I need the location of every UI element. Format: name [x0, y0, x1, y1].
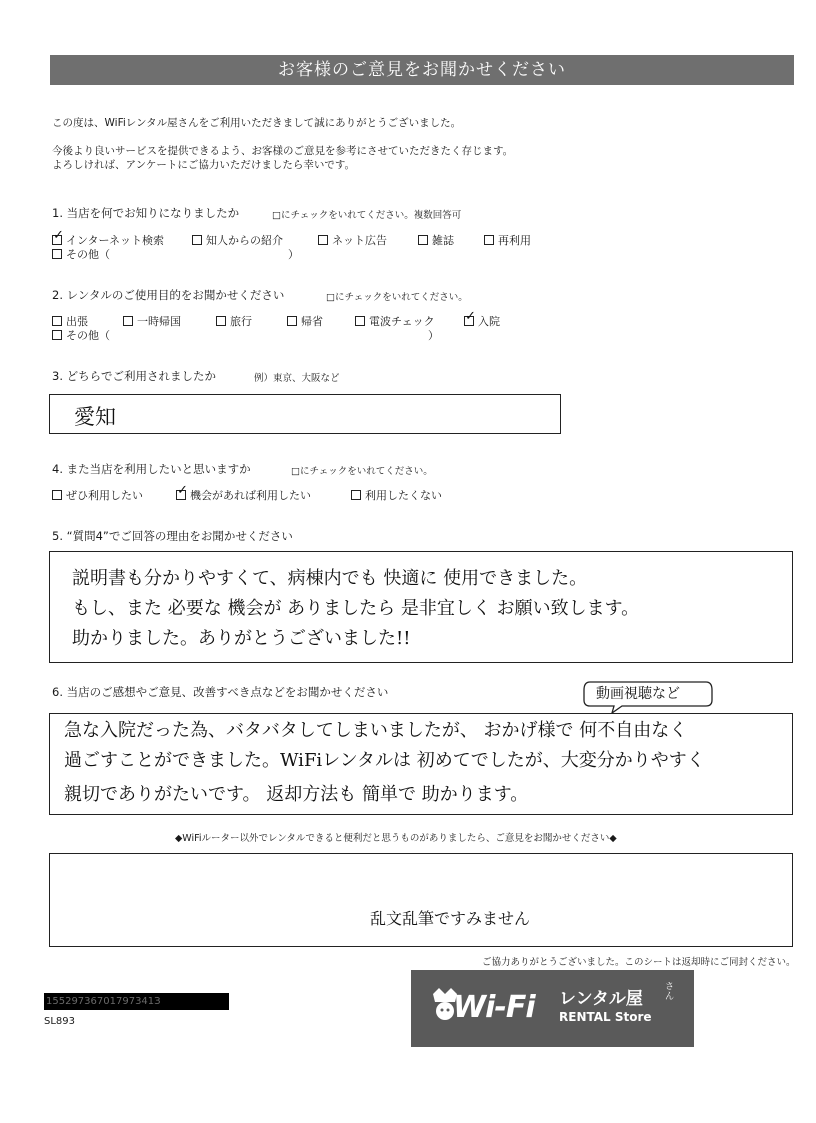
q1-option-net-ad[interactable]: ネット広告 [318, 232, 387, 248]
check-mark-icon: ✓ [465, 309, 476, 324]
intro-line-2: 今後より良いサービスを提供できるよう、お客様のご意見を参考にさせていただきたく存じます。 [52, 145, 514, 157]
checkbox-icon [176, 483, 188, 500]
checkbox-icon [52, 490, 62, 500]
checkbox-icon [318, 235, 328, 245]
q2-option-business[interactable]: 出張 [52, 313, 88, 329]
intro-line-1: この度は、WiFiレンタル屋さんをご利用いただきまして誠にありがとうございました。 [52, 117, 462, 129]
question-7-label: ◆WiFiルーター以外でレンタルできると便利だと思うものがありましたら、ご意見をお聞かせください◆ [175, 833, 617, 844]
checkbox-icon [192, 235, 202, 245]
logo-name-en: RENTAL Store [559, 1010, 652, 1024]
logo-name-san: さん [665, 982, 675, 1002]
q3-answer-text: 愛知 [74, 405, 116, 429]
checkbox-icon [484, 235, 494, 245]
checkbox-icon [287, 316, 297, 326]
checkbox-icon [52, 316, 62, 326]
question-1-label: 1. 当店を何でお知りになりましたか [52, 206, 240, 220]
checkbox-icon [52, 249, 62, 259]
question-3-label: 3. どちらでご利用されましたか [52, 369, 217, 383]
checkbox-icon [464, 309, 476, 326]
footer-thanks: ご協力ありがとうございました。このシートは返却時にご同封ください。 [482, 957, 796, 968]
q1-option-referral[interactable]: 知人からの紹介 [192, 232, 283, 248]
survey-title-banner: お客様のご意見をお聞かせください [50, 55, 794, 85]
logo-name-jp: レンタル屋 [559, 989, 643, 1009]
q1-option-magazine[interactable]: 雑誌 [418, 232, 454, 248]
q3-answer-box[interactable] [49, 394, 561, 434]
company-logo [411, 970, 694, 1047]
question-6-label: 6. 当店のご感想やご意見、改善すべき点などをお聞かせください [52, 685, 389, 699]
q6-bubble-text: 動画視聴など [596, 686, 680, 702]
q4-option-if-chance[interactable]: ✓ 機会があれば利用したい [177, 483, 311, 502]
q2-other-close: ） [428, 329, 439, 342]
q1-option-internet[interactable]: ✓ インターネット検索 [53, 228, 165, 247]
checkbox-icon [355, 316, 365, 326]
q1-option-other[interactable]: その他（ [52, 246, 110, 262]
q2-option-other[interactable]: その他（ [52, 327, 110, 343]
q5-answer-line-3: 助かりました。ありがとうございました!! [72, 628, 411, 649]
q7-answer-box[interactable] [49, 853, 793, 947]
sheet-code: SL893 [44, 1016, 76, 1027]
checkbox-icon [123, 316, 133, 326]
check-mark-icon: ✓ [53, 228, 64, 243]
question-4-note: □にチェックをいれてください。 [291, 466, 433, 477]
question-3-note: 例）東京、大阪など [254, 373, 340, 384]
question-4-label: 4. また当店を利用したいと思いますか [52, 462, 251, 476]
q4-option-no[interactable]: 利用したくない [351, 487, 442, 503]
q1-option-reuse[interactable]: 再利用 [484, 232, 531, 248]
checkbox-icon [351, 490, 361, 500]
q6-answer-line-2: 過ごすことができました。WiFiレンタルは 初めてでしたが、大変分かりやすく [64, 750, 705, 771]
q6-answer-box[interactable] [49, 713, 793, 815]
question-2-label: 2. レンタルのご使用目的をお聞かせください [52, 288, 285, 302]
q5-answer-box[interactable] [49, 551, 793, 663]
q2-option-homecoming[interactable]: 帰省 [287, 313, 323, 329]
question-1-note: □にチェックをいれてください。複数回答可 [272, 210, 462, 221]
q4-option-definitely[interactable]: ぜひ利用したい [52, 487, 143, 503]
logo-wifi-text: Wi-Fi [453, 990, 535, 1025]
q7-answer-text: 乱文乱筆ですみません [370, 909, 531, 928]
checkbox-icon [52, 228, 64, 245]
question-2-note: □にチェックをいれてください。 [326, 292, 468, 303]
intro-line-3: よろしければ、アンケートにご協力いただけましたら幸いです。 [52, 159, 356, 171]
q5-answer-line-1: 説明書も分かりやすくて、病棟内でも 快適に 使用できました。 [72, 568, 588, 589]
q5-answer-line-2: もし、また 必要な 機会が ありましたら 是非宜しく お願い致します。 [72, 598, 640, 619]
q1-other-close: ） [288, 248, 299, 261]
checkbox-icon [418, 235, 428, 245]
q2-option-signal-check[interactable]: 電波チェック [355, 313, 435, 329]
q2-option-hospital[interactable]: ✓ 入院 [465, 309, 500, 328]
check-mark-icon: ✓ [177, 483, 188, 498]
q6-answer-line-3: 親切でありがたいです。 返却方法も 簡単で 助かります。 [64, 784, 529, 805]
q2-option-travel[interactable]: 旅行 [216, 313, 252, 329]
q2-option-temp-return[interactable]: 一時帰国 [123, 313, 181, 329]
checkbox-icon [216, 316, 226, 326]
redacted-barcode-number: 15529736701797341З [44, 993, 229, 1010]
q6-answer-line-1: 急な入院だった為、バタバタしてしまいましたが、 おかげ様で 何不自由なく [64, 720, 688, 741]
checkbox-icon [52, 330, 62, 340]
question-5-label: 5. “質問4”でご回答の理由をお聞かせください [52, 529, 293, 543]
